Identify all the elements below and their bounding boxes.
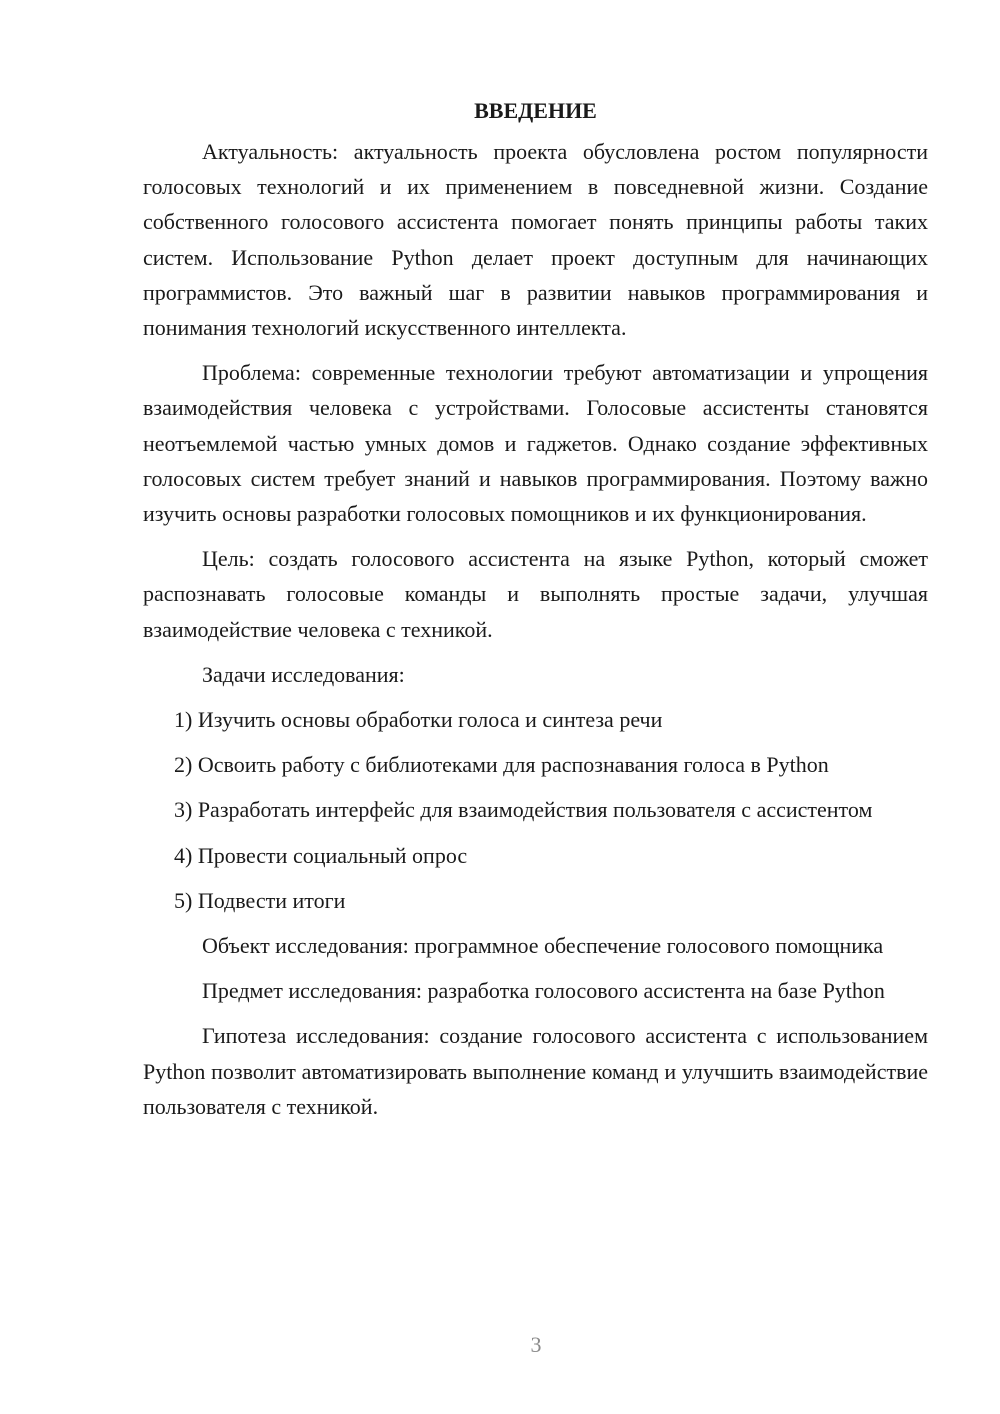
paragraph-subject: Предмет исследования: разработка голосового ассистента на базе Python	[202, 978, 885, 1004]
tasks-heading: Задачи исследования:	[202, 661, 405, 687]
task-item: 5) Подвести итоги	[174, 887, 346, 913]
page-title: ВВЕДЕНИЕ	[474, 98, 597, 123]
tasks-list	[143, 702, 928, 918]
paragraph-goal: Цель: создать голосового ассистента на языке Python, который сможет распознавать голосовые команды и выполнять простые задачи, улучшая взаимодействие человека с техникой.	[143, 546, 928, 642]
task-item: 1) Изучить основы обработки голоса и синтеза речи	[174, 707, 663, 733]
paragraph-object: Объект исследования: программное обеспечение голосового помощника	[202, 933, 884, 959]
page-content	[143, 93, 928, 1134]
page-number: 3	[530, 1332, 542, 1357]
paragraph-hypothesis: Гипотеза исследования: создание голосового ассистента с использованием Python позволит автоматизировать выполнение команд и улучшить взаимодействие пользователя с техникой.	[143, 1023, 928, 1119]
paragraph-problem: Проблема: современные технологии требуют автоматизации и упрощения взаимодействия человека с устройствами. Голосовые ассистенты становятся неотъемлемой частью умных домов и гаджетов. Однако создание эффективных голосовых систем требует знаний и навыков программирования. Поэтому важно изучить основы разработки голосовых помощников и их функционирования.	[143, 360, 928, 527]
task-item: 2) Освоить работу с библиотеками для распознавания голоса в Python	[174, 752, 829, 778]
task-item: 3) Разработать интерфейс для взаимодействия пользователя с ассистентом	[174, 797, 873, 823]
task-item: 4) Провести социальный опрос	[174, 842, 468, 868]
paragraph-relevance: Актуальность: актуальность проекта обусловлена ростом популярности голосовых технологий и их применением в повседневной жизни. Создание собственного голосового ассистента помогает понять принципы работы таких систем. Использование Python делает проект доступным для начинающих программистов. Это важный шаг в развитии навыков программирования и понимания технологий искусственного интеллекта.	[143, 139, 928, 341]
